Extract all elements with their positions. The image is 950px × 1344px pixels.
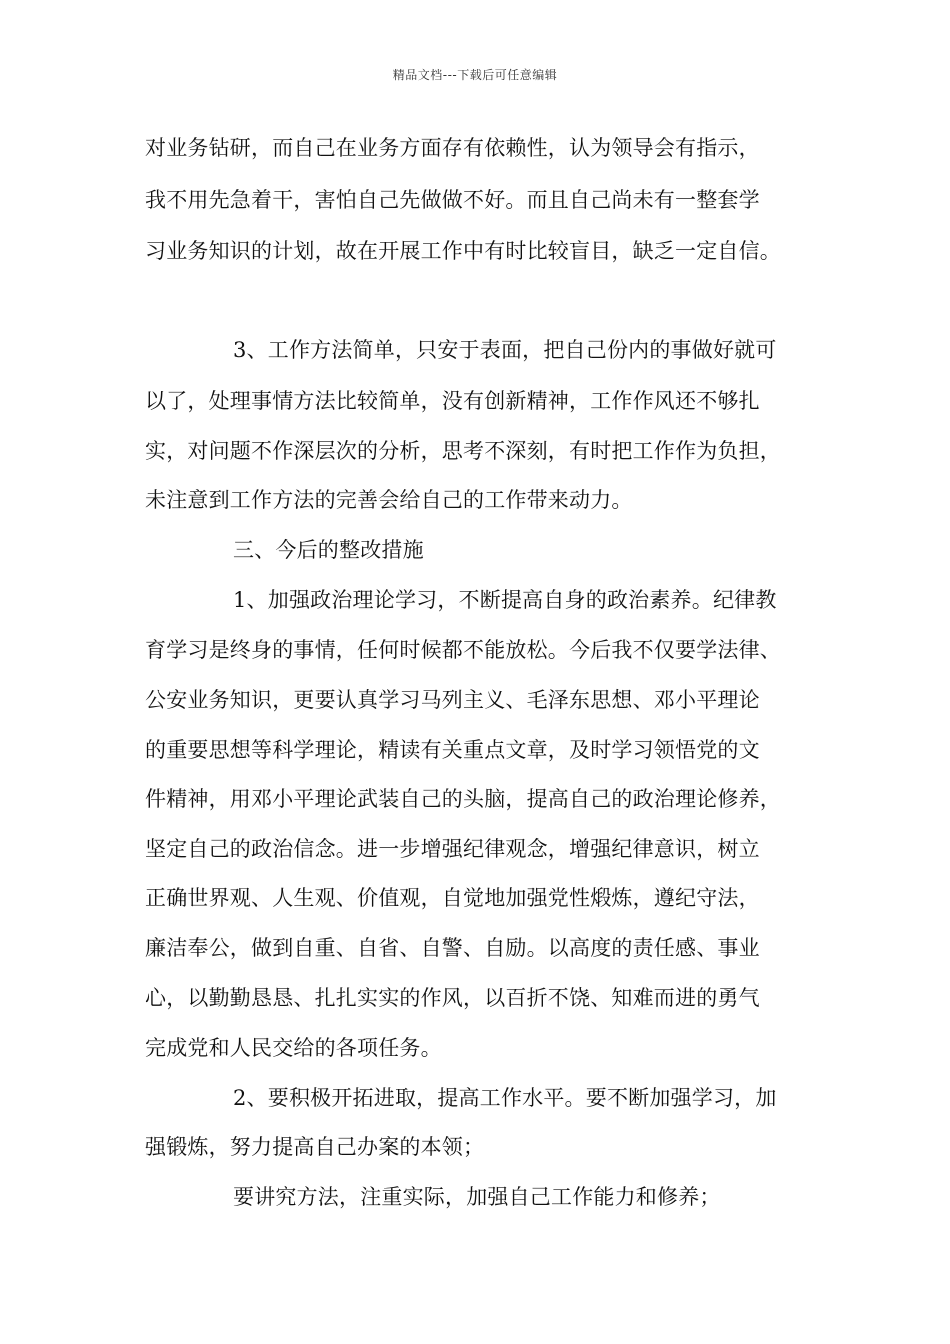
body-line: 强锻炼，努力提高自己办案的本领； — [145, 1135, 485, 1159]
paragraph-start-line: 要讲究方法，注重实际，加强自己工作能力和修养； — [233, 1185, 721, 1209]
body-line: 实，对问题不作深层次的分析，思考不深刻，有时把工作作为负担， — [145, 439, 781, 463]
body-line: 完成党和人民交给的各项任务。 — [145, 1036, 442, 1060]
section-heading: 三、今后的整改措施 — [233, 538, 424, 562]
body-line: 以了，处理事情方法比较简单，没有创新精神，工作作风还不够扎 — [145, 389, 760, 413]
paragraph-start-line: 1、加强政治理论学习，不断提高自身的政治素养。纪律教 — [233, 588, 777, 612]
body-line: 习业务知识的计划，故在开展工作中有时比较盲目，缺乏一定自信。 — [145, 239, 781, 263]
body-line: 心，以勤勤恳恳、扎扎实实的作风，以百折不饶、知难而进的勇气 — [145, 986, 760, 1010]
body-line: 我不用先急着干，害怕自己先做做不好。而且自己尚未有一整套学 — [145, 188, 760, 212]
paragraph-start-line: 2、要积极开拓进取，提高工作水平。要不断加强学习，加 — [233, 1086, 777, 1110]
body-line: 正确世界观、人生观、价值观，自觉地加强党性煅炼，遵纪守法， — [145, 886, 760, 910]
body-line: 坚定自己的政治信念。进一步增强纪律观念，增强纪律意识，树立 — [145, 837, 760, 861]
body-line: 对业务钻研，而自己在业务方面存有依赖性，认为领导会有指示， — [145, 136, 760, 160]
body-line: 廉洁奉公，做到自重、自省、自警、自励。以高度的责任感、事业 — [145, 936, 760, 960]
page-header: 精品文档---下载后可任意编辑 — [392, 68, 558, 82]
body-line: 件精神，用邓小平理论武装自己的头脑，提高自己的政治理论修养， — [145, 787, 781, 811]
body-line: 未注意到工作方法的完善会给自己的工作带来动力。 — [145, 488, 633, 512]
body-line: 育学习是终身的事情，任何时候都不能放松。今后我不仅要学法律、 — [145, 638, 781, 662]
body-line: 公安业务知识，更要认真学习马列主义、毛泽东思想、邓小平理论 — [145, 688, 760, 712]
paragraph-start-line: 3、工作方法简单，只安于表面，把自己份内的事做好就可 — [233, 338, 777, 362]
body-line: 的重要思想等科学理论，精读有关重点文章，及时学习领悟党的文 — [145, 738, 760, 762]
